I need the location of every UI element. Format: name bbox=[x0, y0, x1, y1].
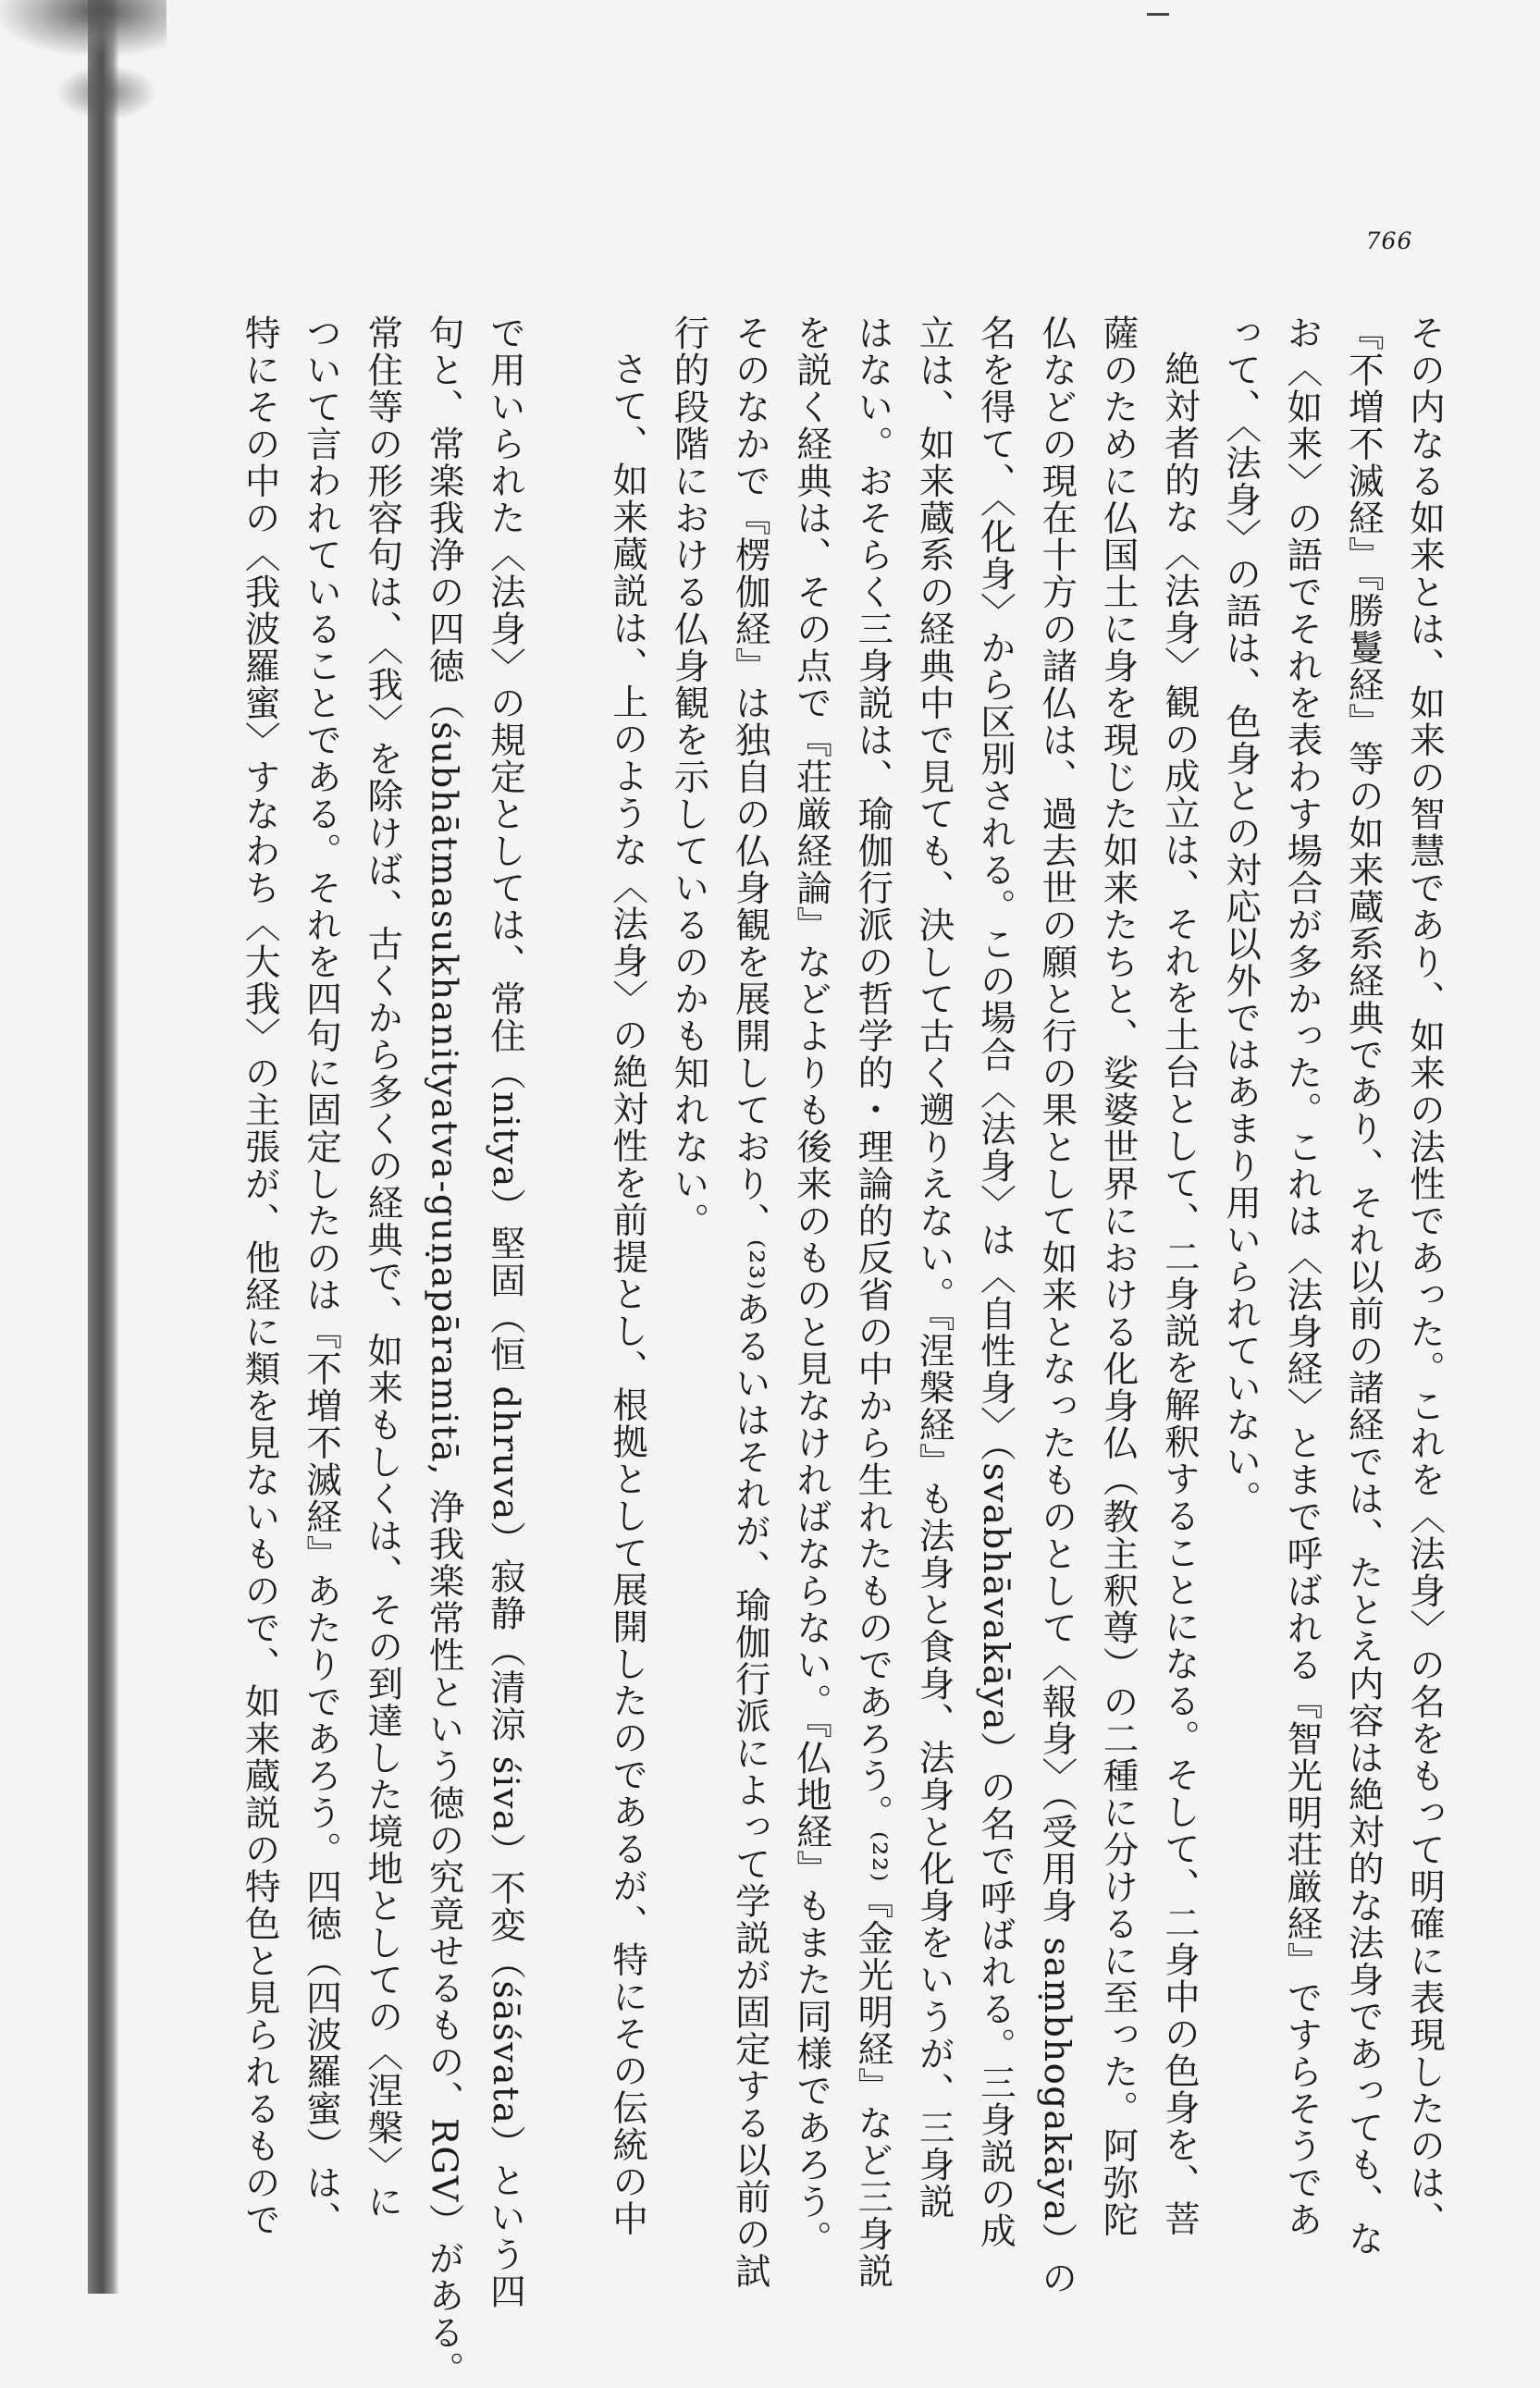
scan-mark bbox=[1147, 13, 1169, 16]
scan-smudge bbox=[55, 65, 157, 120]
body-text bbox=[228, 314, 1455, 2388]
text-line: 特にその中の〈我波羅蜜〉すなわち〈大我〉の主張が、他経に類を見ないもので、如来蔵説の特色と見られるもので bbox=[239, 314, 281, 2238]
text-line: 仏などの現在十方の諸仏は、過去世の願と行の果として如来となったものとして〈報身〉（受用身 saṃbhogakāya）の bbox=[1036, 314, 1078, 2296]
text-line: その内なる如来とは、如来の智慧であり、如来の法性であった。これを〈法身〉の名をもって明確に表現したのは、 bbox=[1404, 314, 1446, 2238]
page-number: 766 bbox=[1365, 228, 1413, 254]
text-line: そのなかで『楞伽経』は独自の仏身観を展開しており、⁽²³⁾あるいはそれが、瑜伽行派によって学説が固定する以前の試 bbox=[729, 314, 771, 2290]
text-line: 名を得て、〈化身〉から区別される。この場合〈法身〉は〈自性身〉（svabhāvakāya）の名で呼ばれる。三身説の成 bbox=[974, 314, 1016, 2250]
text-line: 句と、常楽我浄の四徳（śubhātmasukhanityatva-guṇapāramitā, 浄我楽常性という徳の究竟せるもの、RGV）がある。 bbox=[423, 314, 465, 2388]
text-line: 絶対者的な〈法身〉観の成立は、それを土台として、二身説を解釈することになる。そして、二身中の色身を、菩 bbox=[1158, 350, 1201, 2237]
text-line: 行的段階における仏身観を示しているのかも知れない。 bbox=[668, 314, 710, 1239]
text-line: ついて言われていることである。それを四句に固定したのは『不増不滅経』あたりであろう。四徳（四波羅蜜）は、 bbox=[300, 314, 342, 2238]
binding-gutter-shadow bbox=[88, 0, 119, 2294]
text-line: って、〈法身〉の語は、色身との対応以外ではあまり用いられていない。 bbox=[1220, 314, 1263, 1518]
text-line: お〈如来〉の語でそれを表わす場合が多かった。これは〈法身経〉とまで呼ばれる『智光明荘厳経』ですらそうであ bbox=[1281, 314, 1324, 2238]
scan-smudge bbox=[0, 0, 166, 55]
text-line: 薩のために仏国土に身を現じた如来たちと、娑婆世界における化身仏（教主釈尊）の二種に分けるに至った。阿弥陀 bbox=[1097, 314, 1140, 2238]
text-line: を説く経典は、その点で『荘厳経論』などよりも後来のものと見なければならない。『仏地経』もまた同様であろう。 bbox=[791, 314, 833, 2258]
text-line: 常住等の形容句は、〈我〉を除けば、古くから多くの経典で、如来もしくは、その到達した境地としての〈涅槃〉に bbox=[362, 314, 404, 2221]
text-line: さて、如来蔵説は、上のような〈法身〉の絶対性を前提とし、根拠として展開したのであるが、特にその伝統の中 bbox=[607, 350, 649, 2237]
text-line: はない。おそらく三身説は、瑜伽行派の哲学的・理論的反省の中から生れたものであろう。⁽²²⁾『金光明経』など三身説 bbox=[852, 314, 894, 2290]
text-line: 『不増不滅経』『勝鬘経』等の如来蔵系経典であり、それ以前の諸経では、たとえ内容は絶対的な法身であっても、な bbox=[1342, 314, 1385, 2258]
text-line: で用いられた〈法身〉の規定としては、常住（nitya）堅固（恒 dhruva）寂静（清涼 śiva）不変（śāśvata）という四 bbox=[484, 314, 526, 2310]
text-line: 立は、如来蔵系の経典中で見ても、決して古く遡りえない。『涅槃経』も法身と食身、法身と化身をいうが、三身説 bbox=[913, 314, 955, 2221]
